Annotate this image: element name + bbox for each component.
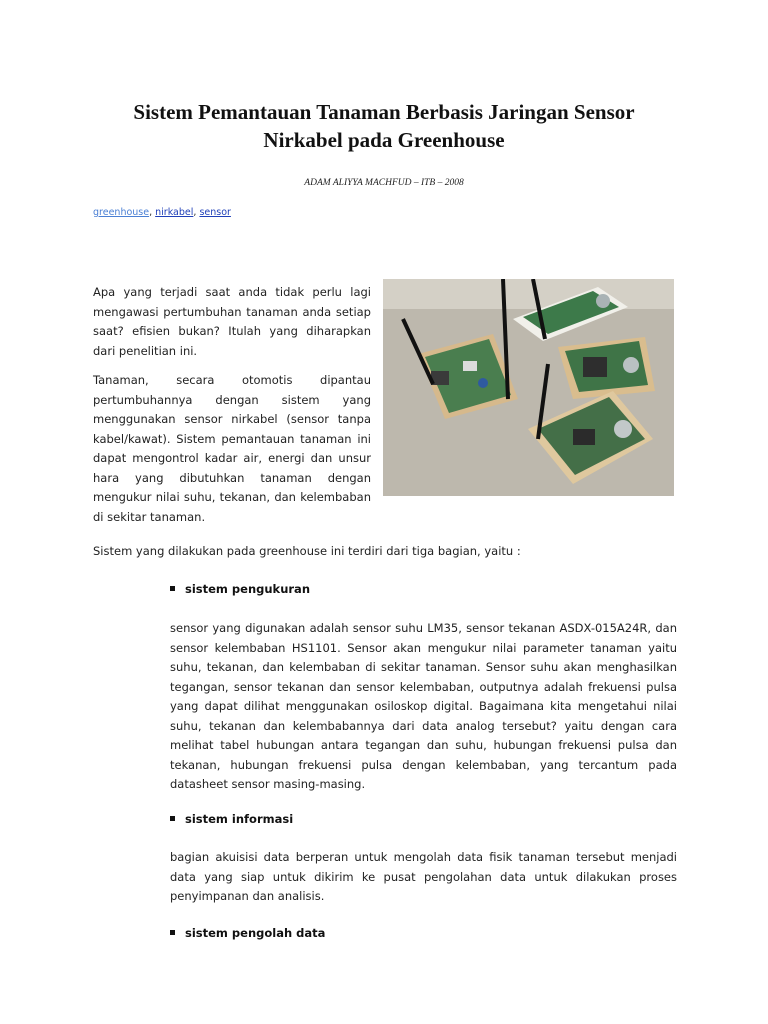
tag-list: greenhouse, nirkabel, sensor <box>93 207 231 218</box>
section-heading-label: sistem pengukuran <box>185 582 311 596</box>
section-heading <box>170 812 293 826</box>
intro-column <box>93 283 371 527</box>
intro-paragraph: Tanaman, secara otomotis dipantau pertumbuhannya dengan sistem yang menggunakan sensor nirkabel (sensor tanpa kabel/kawat). Sistem pemantauan tanaman ini dapat mengontrol kadar air, energi dan unsur hara yang dibutuhkan tanaman dengan mengukur nilai suhu, tekanan, dan kelembaban di sekitar tanaman. <box>93 373 371 524</box>
bullet-square-icon <box>170 930 175 935</box>
tag-sensor-link[interactable]: sensor <box>199 207 231 218</box>
intro-paragraph: Apa yang terjadi saat anda tidak perlu lagi mengawasi pertumbuhan tanaman anda setiap saat? efisien bukan? Itulah yang diharapkan dari penelitian ini. <box>93 285 371 358</box>
section-heading-label: sistem informasi <box>185 812 294 826</box>
section-heading <box>170 582 310 596</box>
tag-nirkabel-link[interactable]: nirkabel <box>155 207 194 218</box>
sensor-boards-illustration <box>383 279 674 496</box>
system-intro-text: Sistem yang dilakukan pada greenhouse ini terdiri dari tiga bagian, yaitu : <box>93 544 521 558</box>
tag-greenhouse-link[interactable]: greenhouse <box>93 207 150 218</box>
bullet-square-icon <box>170 816 175 821</box>
author-line: ADAM ALIYYA MACHFUD – ITB – 2008 <box>304 178 464 188</box>
section-body: sensor yang digunakan adalah sensor suhu LM35, sensor tekanan ASDX-015A24R, dan sensor kelembaban HS1101. Sensor akan mengukur nilai parameter tanaman yaitu suhu, tekanan, dan kelembaban di sekitar tanaman. Sensor suhu akan menghasilkan tegangan, sensor tekanan dan sensor kelembaban, outputnya adalah frekuensi pulsa yang dapat dilihat menggunakan osiloskop digital. Bagaimana kita mengetahui nilai suhu, tekanan dan kelembabannya dari data analog tersebut? yaitu dengan cara melihat tabel hubungan antara tegangan dan suhu, hubungan frekuensi pulsa dan tekanan, hubungan frekuensi pulsa dengan kelembaban, yang tercantum pada datasheet sensor masing-masing. <box>170 621 677 791</box>
document-title <box>60 98 708 154</box>
title-line-2: Nirkabel pada Greenhouse <box>263 128 505 152</box>
sensor-boards-photo <box>383 279 674 496</box>
section-body: bagian akuisisi data berperan untuk mengolah data fisik tanaman tersebut menjadi data yang siap untuk dikirim ke pusat pengolahan data untuk dilakukan proses penyimpanan dan analisis. <box>170 850 677 903</box>
bullet-square-icon <box>170 586 175 591</box>
title-line-1: Sistem Pemantauan Tanaman Berbasis Jaringan Sensor <box>133 100 635 124</box>
section-heading <box>170 926 325 940</box>
section-heading-label: sistem pengolah data <box>185 926 326 940</box>
